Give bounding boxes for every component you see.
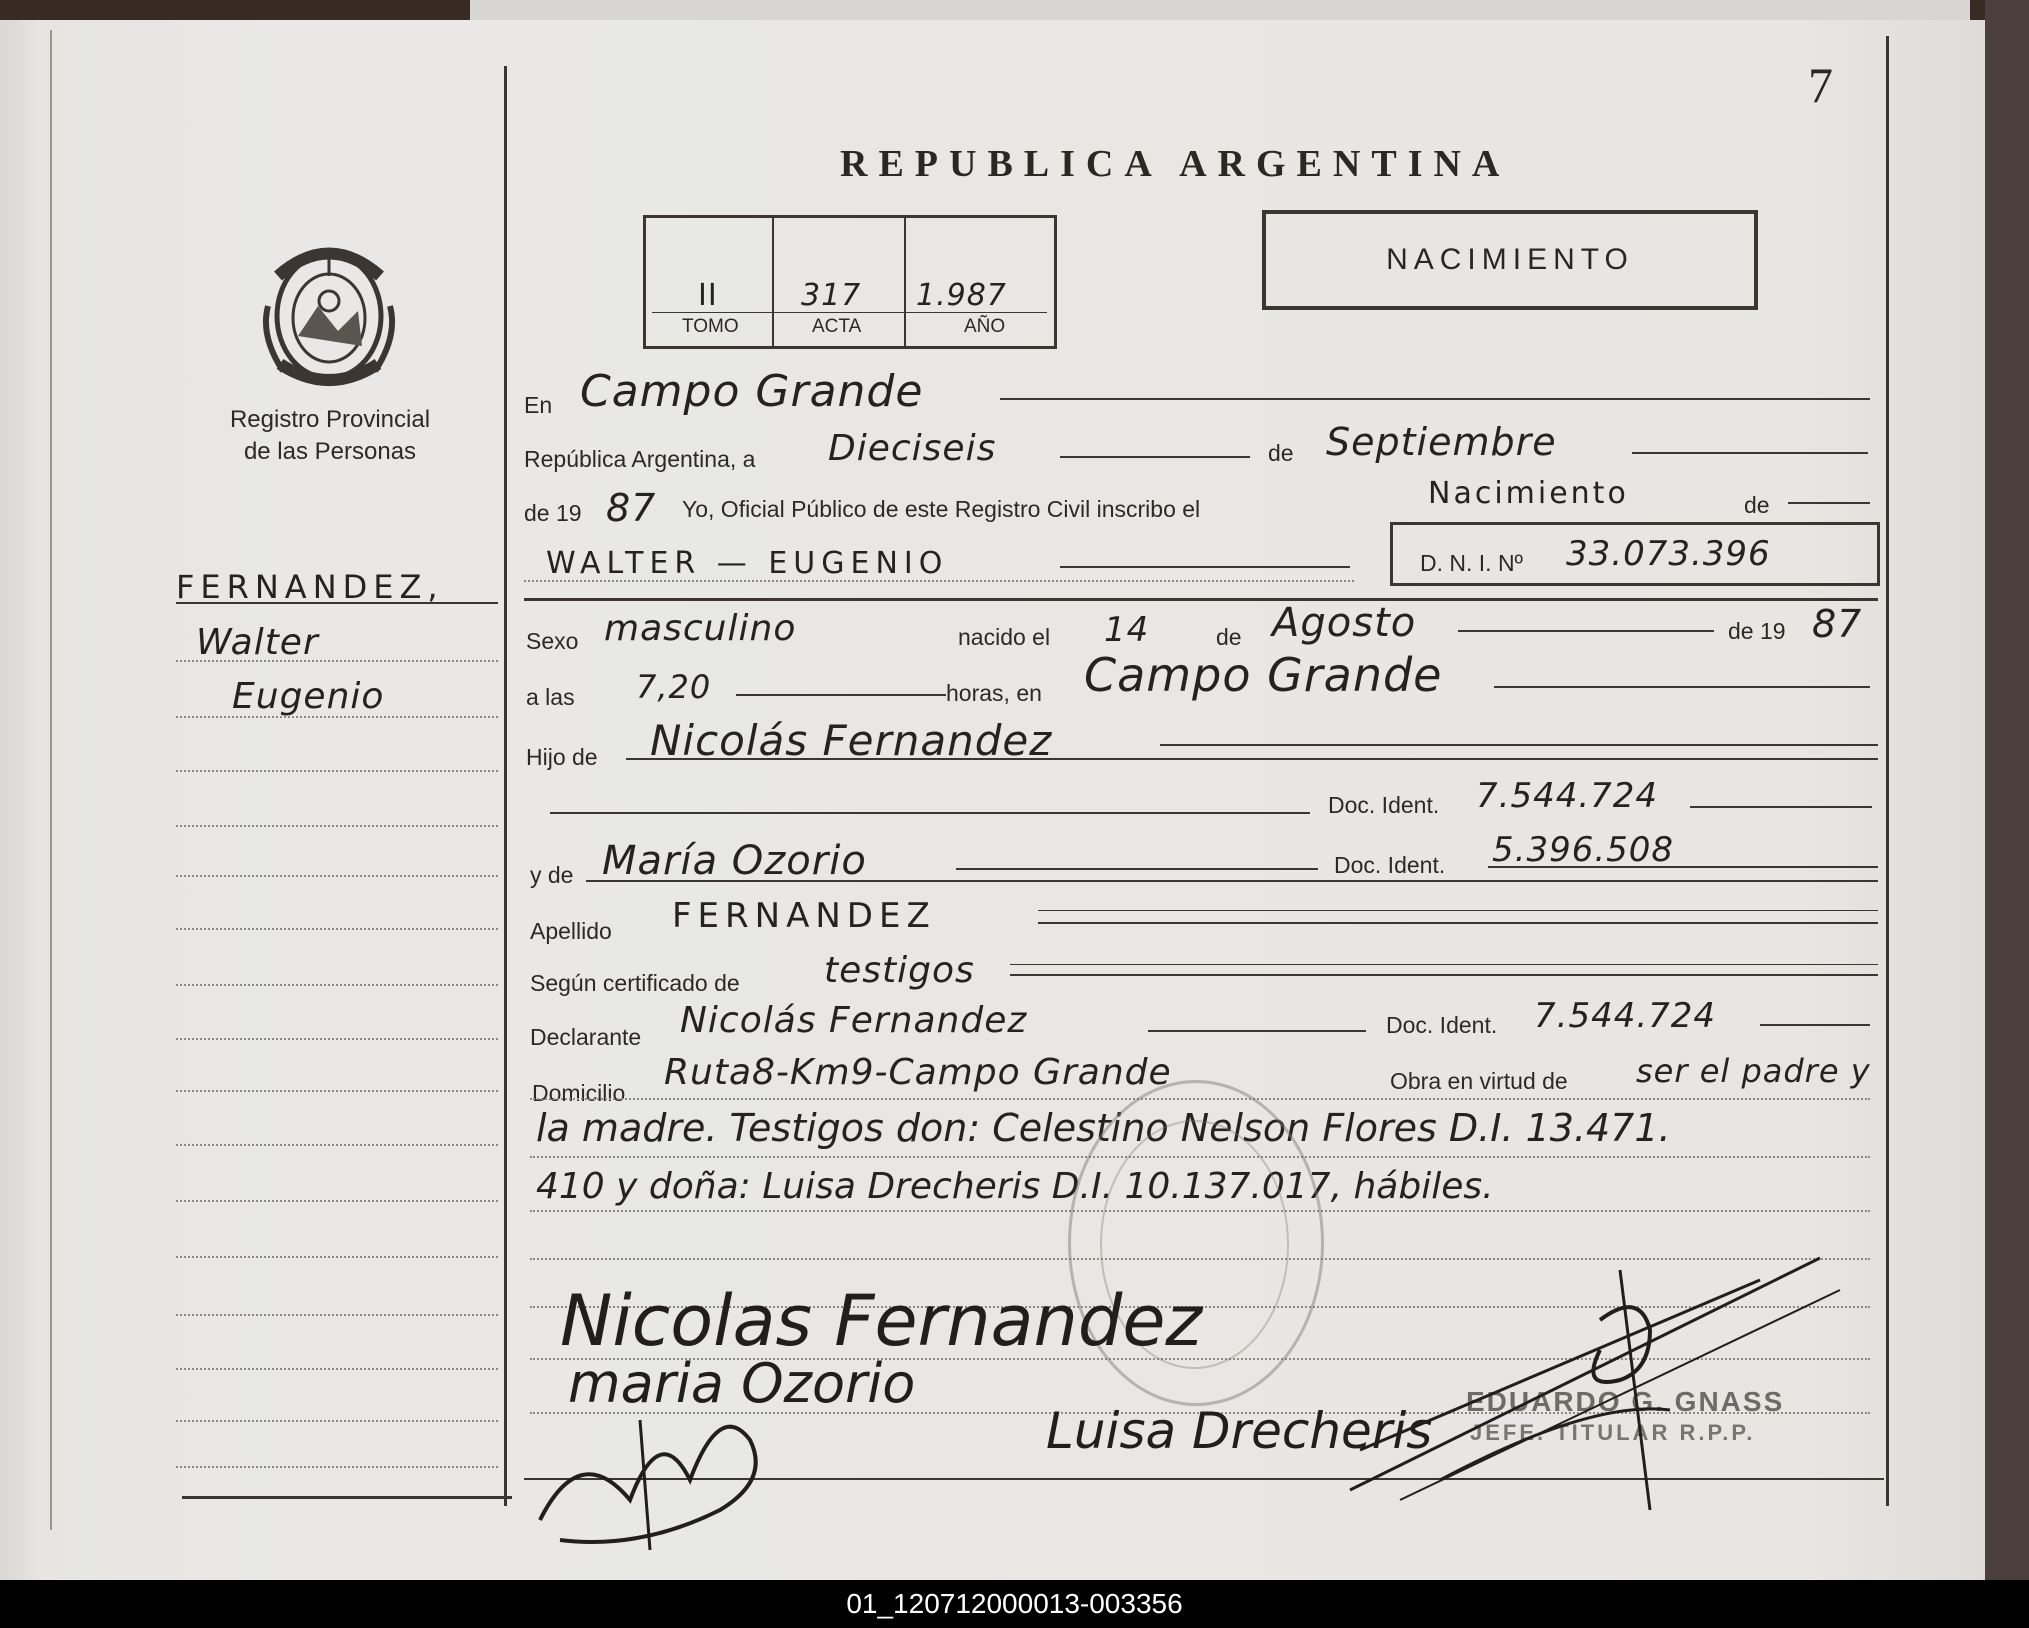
year-label: de 19	[524, 500, 582, 526]
declarant-label: Declarante	[530, 1024, 642, 1050]
domicile-label: Domicilio	[532, 1080, 626, 1106]
ano-label: AÑO	[964, 316, 1006, 337]
born-label: nacido el	[958, 624, 1051, 650]
act-kind-de: de	[1744, 492, 1770, 518]
ano-value: 1.987	[916, 278, 1007, 313]
father-doc-label: Doc. Ident.	[1328, 792, 1440, 818]
mother-name: María Ozorio	[602, 838, 867, 884]
father-doc-value: 7.544.724	[1476, 776, 1659, 816]
act-kind-value: Nacimiento	[1428, 476, 1629, 511]
tomo-value: II	[698, 278, 718, 313]
note-line-2: 410 y doña: Luisa Drecheris D.I. 10.137.017, hábiles.	[536, 1166, 1494, 1207]
binding-line	[50, 30, 52, 1530]
margin-name-1: Walter	[196, 622, 319, 663]
birth-month-value: Agosto	[1272, 600, 1417, 646]
surname-label: Apellido	[530, 918, 612, 944]
place-value: Campo Grande	[580, 366, 924, 417]
hour-value: 7,20	[636, 668, 712, 706]
born-year-label: de 19	[1728, 618, 1786, 644]
book-edge	[1985, 0, 2029, 1580]
year-value: 87	[606, 486, 657, 530]
month-value: Septiembre	[1326, 420, 1557, 464]
document-title: REPUBLICA ARGENTINA	[840, 143, 1511, 185]
place-label: En	[524, 392, 553, 418]
and-of-label: y de	[530, 862, 574, 888]
sex-label: Sexo	[526, 628, 579, 654]
officer-statement: Yo, Oficial Público de este Registro Civil inscribo el	[682, 496, 1201, 522]
tomo-label: TOMO	[682, 316, 739, 337]
official-stamp-title: JEFE. TITULAR R.P.P.	[1470, 1420, 1756, 1445]
surname-value: FERNANDEZ	[672, 896, 936, 936]
signature-witness-scribble	[520, 1380, 820, 1560]
signature-witness: Luisa Drecheris	[1046, 1402, 1433, 1460]
provincial-seal-icon	[258, 236, 400, 392]
born-de: de	[1216, 624, 1242, 650]
signature-father: Nicolas Fernandez	[560, 1280, 1203, 1362]
signature-mother: maria Ozorio	[568, 1352, 916, 1415]
page-number: 7	[1808, 57, 1833, 113]
book-reference-box	[643, 215, 1057, 349]
top-strip	[0, 0, 2029, 20]
hour-label: a las	[526, 684, 575, 710]
registered-name: WALTER — EUGENIO	[546, 546, 949, 581]
obra-value: ser el padre y	[1636, 1052, 1871, 1090]
mother-doc-value: 5.396.508	[1492, 830, 1675, 870]
mother-doc-label: Doc. Ident.	[1334, 852, 1446, 878]
right-border	[1886, 36, 1889, 1506]
date-label: República Argentina, a	[524, 446, 756, 472]
domicile-value: Ruta8-Km9-Campo Grande	[664, 1052, 1172, 1093]
official-stamp-name: EDUARDO G. GNASS	[1466, 1386, 1785, 1417]
margin-surname: FERNANDEZ,	[176, 568, 444, 606]
margin-name-2: Eugenio	[232, 676, 385, 717]
dni-value: 33.073.396	[1566, 534, 1771, 574]
certificate-label: Según certificado de	[530, 970, 740, 996]
registry-name: Registro Provincial de las Personas	[229, 406, 431, 465]
hours-label: horas, en	[946, 680, 1042, 706]
birth-year-value: 87	[1812, 602, 1863, 646]
birth-day-value: 14	[1104, 610, 1150, 650]
record-type-box: NACIMIENTO	[1262, 210, 1758, 310]
month-de: de	[1268, 440, 1294, 466]
birth-place-value: Campo Grande	[1084, 648, 1443, 702]
day-value: Dieciseis	[828, 428, 997, 469]
father-name: Nicolás Fernandez	[650, 716, 1053, 765]
declarant-doc-label: Doc. Ident.	[1386, 1012, 1498, 1038]
dni-label: D. N. I. Nº	[1420, 550, 1523, 576]
official-signature	[1340, 1250, 1860, 1540]
child-of-label: Hijo de	[526, 744, 598, 770]
acta-label: ACTA	[812, 316, 862, 337]
note-line-1: la madre. Testigos don: Celestino Nelson Flores D.I. 13.471.	[536, 1106, 1671, 1150]
declarant-name: Nicolás Fernandez	[680, 1000, 1028, 1041]
column-divider	[504, 66, 507, 1506]
sex-value: masculino	[604, 608, 797, 649]
certificate-value: testigos	[824, 950, 975, 991]
file-reference-bar: 01_120712000013-003356	[0, 1580, 2029, 1628]
obra-label: Obra en virtud de	[1390, 1068, 1568, 1094]
acta-value: 317	[801, 278, 862, 313]
declarant-doc-value: 7.544.724	[1534, 996, 1717, 1036]
